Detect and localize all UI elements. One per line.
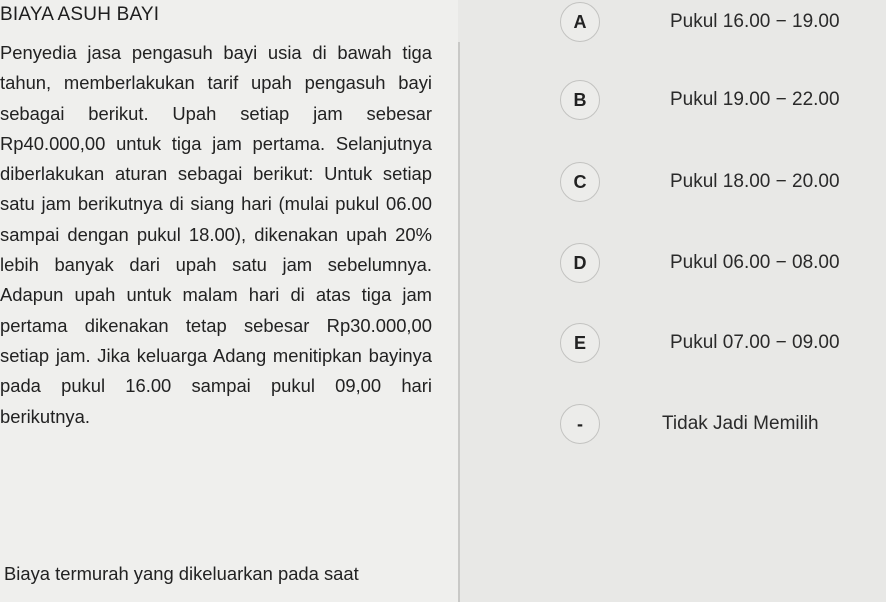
question-prompt: Biaya termurah yang dikeluarkan pada saat <box>4 563 359 584</box>
option-e[interactable] <box>560 321 886 365</box>
option-text-b[interactable]: Pukul 19.00 − 22.00 <box>670 89 840 110</box>
panel-divider <box>458 42 460 602</box>
answer-options <box>560 0 886 602</box>
option-letter-b[interactable]: B <box>560 80 600 120</box>
option-a[interactable] <box>560 0 886 44</box>
option-text-d[interactable]: Pukul 06.00 − 08.00 <box>670 252 840 273</box>
option-text-c[interactable]: Pukul 18.00 − 20.00 <box>670 171 840 192</box>
option-letter-e[interactable]: E <box>560 323 600 363</box>
option-letter-d[interactable]: D <box>560 243 600 283</box>
cancel-letter[interactable]: - <box>560 404 600 444</box>
option-b[interactable] <box>560 78 886 122</box>
cancel-text[interactable]: Tidak Jadi Memilih <box>662 413 819 434</box>
cancel-option[interactable] <box>560 402 886 446</box>
option-text-e[interactable]: Pukul 07.00 − 09.00 <box>670 332 840 353</box>
question-body: Penyedia jasa pengasuh bayi usia di bawah tiga tahun, memberlakukan tarif upah pengasuh bayi sebagai berikut. Upah setiap jam sebesar Rp40.000,00 untuk tiga jam pertama. Selanjutnya diberlakukan aturan sebagai berikut: Untuk setiap satu jam berikutnya di siang hari (mulai pukul 06.00 sampai dengan pukul 18.00), dikenakan upah 20% lebih banyak dari upah satu jam sebelumnya. Adapun upah untuk malam hari di atas tiga jam pertama dikenakan tetap sebesar Rp30.000,00 setiap jam. Jika keluarga Adang menitipkan bayinya pada pukul 16.00 sampai pukul 09,00 hari berikutnya. <box>0 42 432 427</box>
option-c[interactable] <box>560 160 886 204</box>
option-letter-a[interactable]: A <box>560 2 600 42</box>
option-d[interactable] <box>560 241 886 285</box>
question-title: BIAYA ASUH BAYI <box>0 4 160 25</box>
option-letter-c[interactable]: C <box>560 162 600 202</box>
option-text-a[interactable]: Pukul 16.00 − 19.00 <box>670 11 840 32</box>
